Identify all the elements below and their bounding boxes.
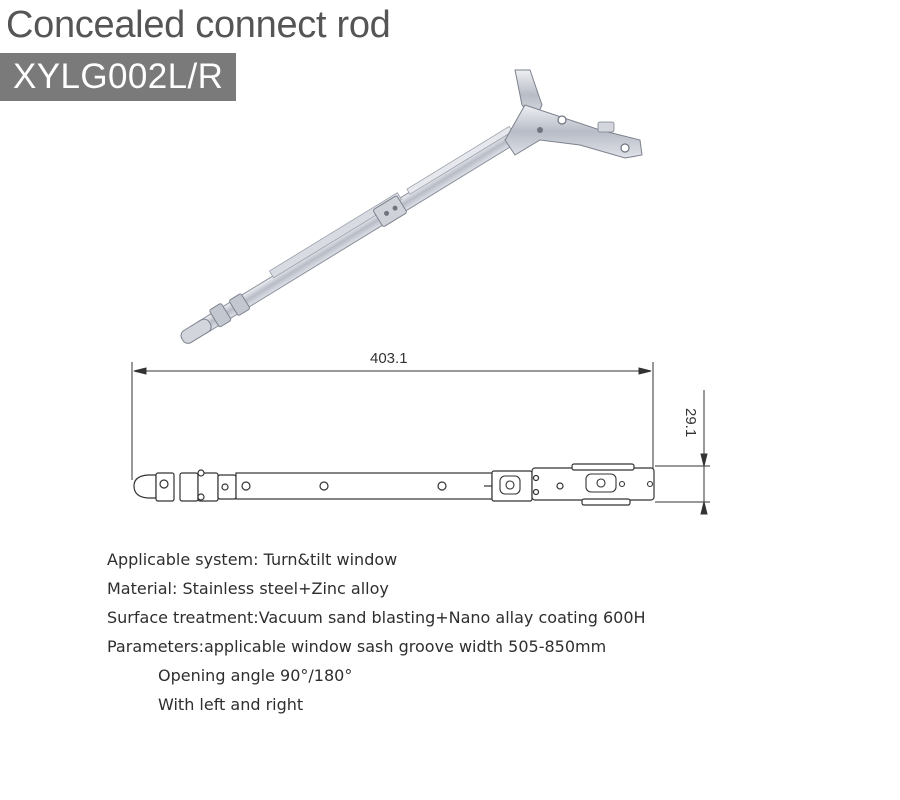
product-photo bbox=[170, 60, 660, 350]
spec-parameters: Parameters:applicable window sash groove width 505-850mm bbox=[107, 637, 607, 656]
height-dimension-label: 29.1 bbox=[682, 408, 699, 438]
spec-surface-treatment: Surface treatment:Vacuum sand blasting+Nano allay coating 600H bbox=[107, 608, 646, 627]
length-dimension-label: 403.1 bbox=[370, 350, 408, 367]
technical-drawing bbox=[120, 340, 740, 520]
rod-outline bbox=[134, 464, 654, 505]
product-title: Concealed connect rod bbox=[6, 4, 391, 46]
model-number-badge: XYLG002L/R bbox=[0, 53, 236, 101]
spec-opening-angle: Opening angle 90°/180° bbox=[158, 666, 353, 685]
spec-list bbox=[107, 545, 646, 719]
spec-applicable-system: Applicable system: Turn&tilt window bbox=[107, 550, 398, 569]
spec-material: Material: Stainless steel+Zinc alloy bbox=[107, 579, 389, 598]
hinge-arm bbox=[505, 70, 642, 158]
spec-left-right: With left and right bbox=[158, 695, 304, 714]
rod-body bbox=[176, 114, 537, 347]
length-dimension bbox=[132, 362, 653, 480]
